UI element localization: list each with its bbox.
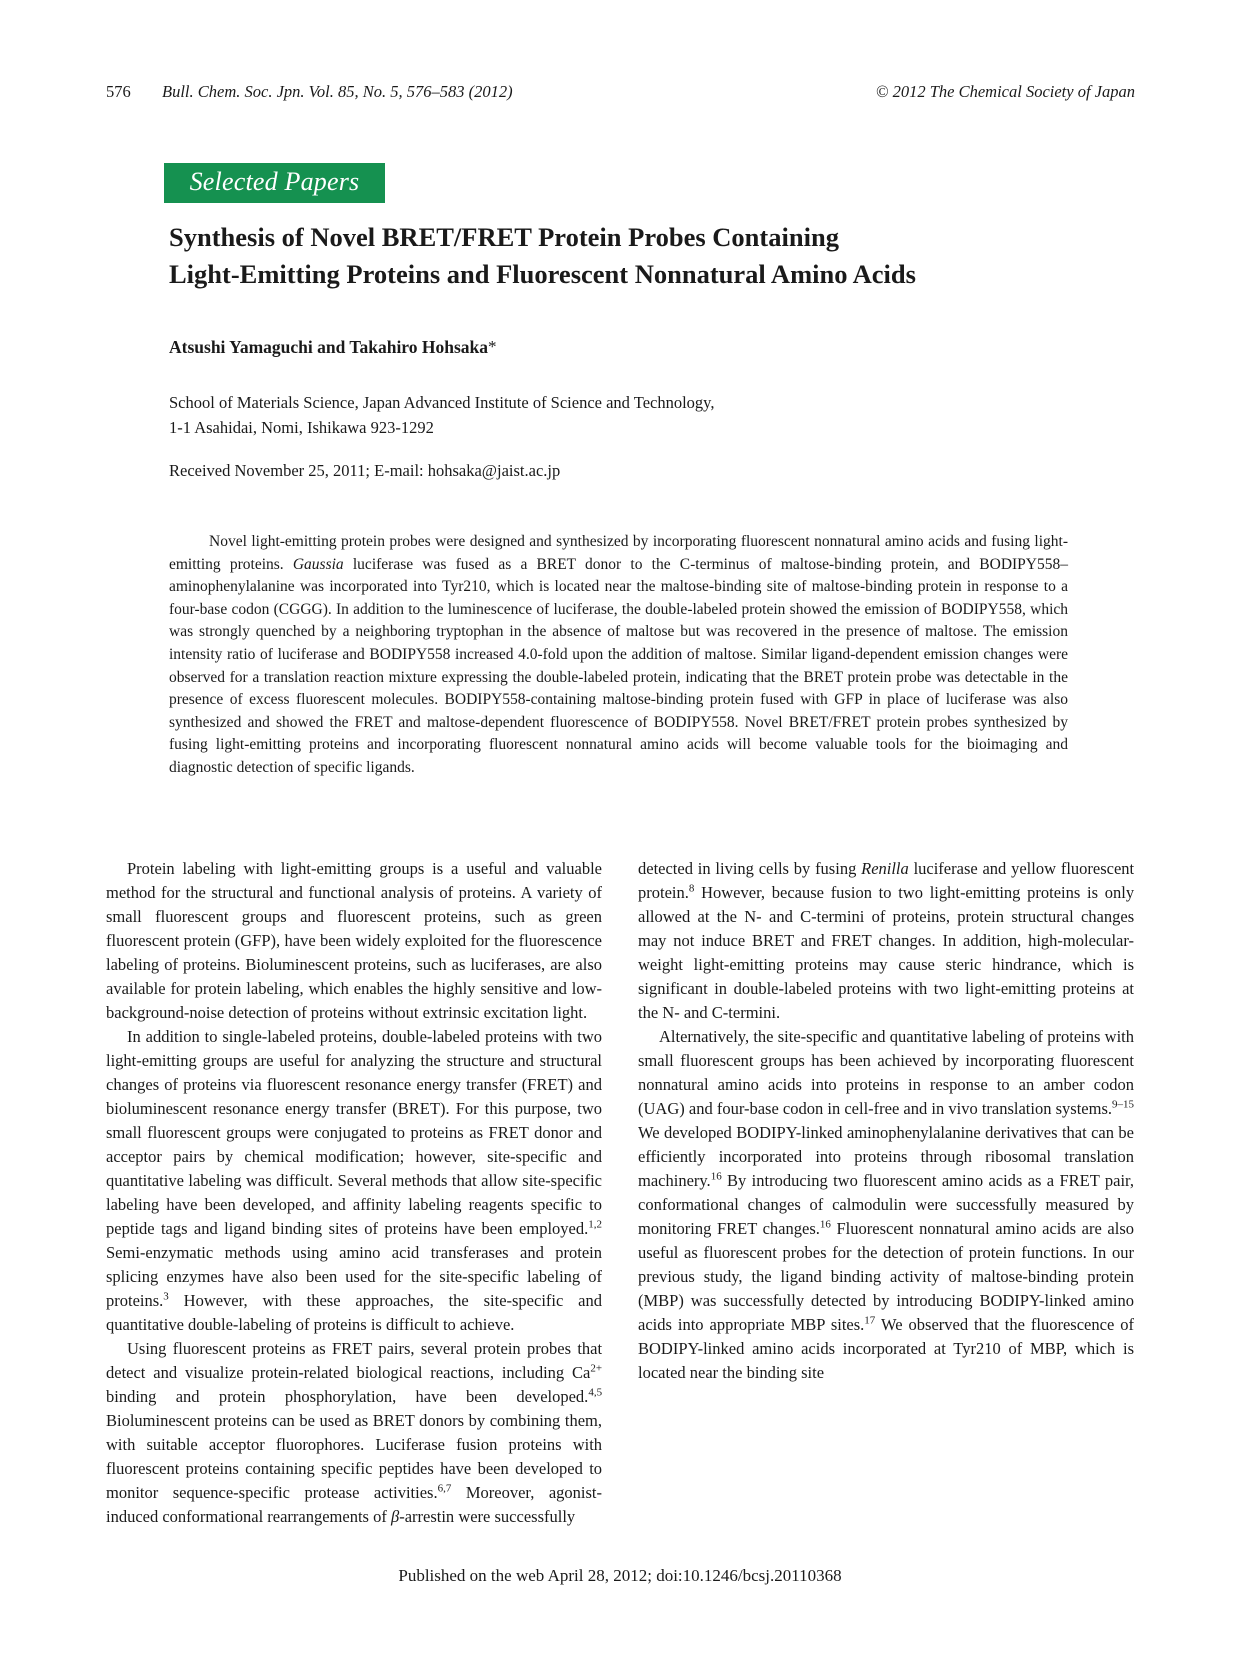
received-and-email: Received November 25, 2011; E-mail: hohsaka@jaist.ac.jp	[169, 461, 561, 480]
p3-word: by	[468, 1411, 486, 1430]
p3-word: combining	[489, 1411, 561, 1430]
title-line-2: Light-Emitting Proteins and Fluorescent Nonnatural Amino Acids	[169, 259, 916, 289]
p3-word: N-	[662, 1003, 680, 1022]
p3-word: reactions,	[430, 1363, 494, 1382]
p3-word: two	[933, 979, 959, 998]
renilla-italic: Renilla	[861, 859, 909, 878]
p3-word: double-labeled	[733, 979, 832, 998]
p3-word: be	[299, 1411, 315, 1430]
p3-word: light-emitting	[929, 883, 1021, 902]
p3-word: donors	[419, 1411, 465, 1430]
paper-title	[169, 219, 1129, 293]
p3-word: with	[572, 1435, 603, 1454]
p3-word: which	[1071, 955, 1113, 974]
p3-word: FRET	[331, 1339, 373, 1358]
p3-word: luciferase	[913, 859, 978, 878]
p3-word	[451, 1483, 465, 1502]
p3-word	[762, 907, 769, 926]
citation-17: 17	[864, 1314, 876, 1327]
p3-word: cause	[898, 955, 935, 974]
p3-word	[562, 1435, 573, 1454]
body-paragraph-3	[106, 1337, 602, 1529]
p3-word: changes.	[878, 931, 936, 950]
p3-word: fusion	[456, 1435, 498, 1454]
p3-word: light-emitting	[693, 955, 785, 974]
journal-citation: Bull. Chem. Soc. Jpn. Vol. 85, No. 5, 576–583 (2012)	[162, 82, 513, 101]
p3-word: However,	[701, 883, 766, 902]
p3-word: used	[319, 1411, 350, 1430]
p3-word: visualize	[184, 1363, 244, 1382]
p3-word: protein-related	[251, 1363, 349, 1382]
p3-word: is	[1123, 955, 1135, 974]
p3-word	[1112, 955, 1123, 974]
p3-word: suitable	[146, 1435, 198, 1454]
affiliation	[169, 390, 1069, 440]
ca-charge: 2+	[590, 1362, 603, 1375]
p3-word: have	[415, 1387, 447, 1406]
citation-3: 3	[163, 1290, 169, 1303]
p3-word: protein.	[638, 883, 689, 902]
p3-word	[266, 1387, 285, 1406]
authors-names: Atsushi Yamaguchi and Takahiro Hohsaka	[169, 337, 489, 357]
p3-word	[1074, 907, 1081, 926]
section-label-banner	[164, 163, 385, 203]
p3-word: detected	[638, 859, 693, 878]
beta-symbol: β	[390, 1507, 400, 1526]
p3-word: protein	[218, 1387, 266, 1406]
abstract-part-2: luciferase was fused as a BRET donor to the C-terminus of maltose-binding protein, and BODIPY558–aminophenylalanine was incorporated into Tyr210, which is located near the maltose-binding site of maltose-binding protein in response to a four-base codon (CGGG). In addition to the luminescence of luciferase, the double-labeled protein showed the emission of BODIPY558, which was strongly quenched by a neighboring tryptophan in the absence of maltose but was recovered in the presence of maltose. The emission intensity ratio of luciferase and BODIPY558 increased 4.0-fold upon the addition of maltose. Similar ligand-dependent emission changes were observed for a translation reaction mixture expressing the double-labeled protein, indicating that the BRET protein probe was detectable in the presence of excess fluorescent molecules. BODIPY558-containing maltose-binding protein fused with GFP in place of luciferase was also synthesized and showed the FRET and maltose-dependent fluorescence of BODIPY558. Novel BRET/FRET protein probes synthesized by fusing light-emitting proteins and incorporating fluorescent nonnatural amino acids will become valuable tools for the bioimaging and diagnostic detection of specific ligands.	[169, 555, 1068, 776]
running-header	[106, 82, 1135, 108]
p3-word: induce	[701, 931, 746, 950]
citation-1-2: 1,2	[588, 1218, 602, 1231]
citation-9-15: 9–15	[1112, 1098, 1134, 1111]
p3-word: protein	[473, 1339, 521, 1358]
p3-word: in	[714, 979, 728, 998]
p3-word: containing	[245, 1459, 315, 1478]
p3-word: yellow	[1011, 859, 1057, 878]
p3-word: proteins	[214, 1411, 268, 1430]
p3-word: by	[793, 859, 811, 878]
p3-word: at	[1122, 979, 1135, 998]
p3-word: rearrangements	[267, 1507, 369, 1526]
p3-word: detect	[106, 1363, 146, 1382]
p3-word	[158, 1483, 172, 1502]
p3-word: that	[577, 1339, 603, 1358]
body-column-left	[106, 857, 602, 1529]
p3-word	[364, 1435, 375, 1454]
p3-word: peptides	[378, 1459, 434, 1478]
p3-word: binding	[106, 1387, 157, 1406]
p3-word: C-termini	[800, 907, 865, 926]
p3-word: probes	[527, 1339, 572, 1358]
section-label: Selected Papers	[189, 167, 360, 196]
p3-word	[177, 1363, 185, 1382]
p3-word: and	[982, 859, 1007, 878]
corresponding-author-mark: *	[488, 337, 497, 356]
citation-16b: 16	[819, 1218, 831, 1231]
p3-word	[447, 1387, 466, 1406]
p3-word: been	[465, 1387, 498, 1406]
p3-word: proteins	[252, 1339, 306, 1358]
p3-word	[824, 883, 831, 902]
p3-word: fluorophores.	[275, 1435, 365, 1454]
p3-word: fusing	[815, 859, 857, 878]
p4-text-a: Alternatively, the site-specific and quantitative labeling of proteins with small fluorescent groups has been achieved by incorporating fluorescent nonnatural amino acids into proteins in response to an amber codon (UAG) and four-base codon in cell-free and in vivo translation systems.	[638, 1027, 1134, 1118]
p3-word: biological	[356, 1363, 423, 1382]
p4-text-e: We observed that the fluorescence of BODIPY-linked amino acids incorporated at Tyr210 of MBP, which is located near the binding site	[638, 1315, 1134, 1382]
p3-word	[864, 907, 871, 926]
p3-word	[290, 1483, 304, 1502]
p3-word	[848, 955, 859, 974]
p3-word	[1061, 955, 1072, 974]
abstract-part-1: Novel light-emitting protein probes were designed and synthesized by incorporating fluorescent nonnatural amino acids and fusing light-emitting proteins.	[169, 533, 1068, 573]
p3-word: activities.	[373, 1483, 438, 1502]
p3-word: light-emitting	[965, 979, 1056, 998]
p3-word	[956, 931, 963, 950]
p3-word: living	[715, 859, 754, 878]
p3-word: proteins	[795, 955, 849, 974]
p4-text-d: Fluorescent nonnatural amino acids are also useful as fluorescent probes for the detection of protein functions. In our previous study, the ligand binding activity of maltose-binding protein (MBP) was successfully detected by introducing BODIPY-linked amino acids into appropriate MBP sites.	[638, 1219, 1135, 1334]
p3-word	[709, 907, 716, 926]
p3-word: conformational	[162, 1507, 264, 1526]
p3-word: proteins	[838, 979, 892, 998]
p3-word: addition,	[963, 931, 1022, 950]
p3-word: to	[878, 883, 892, 902]
p3-word: Using	[127, 1339, 167, 1358]
p3-word: Bioluminescent	[106, 1411, 210, 1430]
p3-word	[1098, 883, 1105, 902]
copyright-notice: © 2012 The Chemical Society of Japan	[875, 82, 1135, 101]
p3-word: Moreover,	[465, 1483, 535, 1502]
body-column-right	[638, 857, 1134, 1385]
p3-word	[887, 955, 898, 974]
p3-word	[534, 1483, 548, 1502]
citation-8: 8	[688, 882, 695, 895]
p2-text-c: However, with these approaches, the site-specific and quantitative double-labeling of proteins is difficult to achieve.	[106, 1291, 602, 1334]
p3-word	[198, 1435, 209, 1454]
p3-word: in	[697, 859, 711, 878]
p3-word	[445, 1435, 456, 1454]
p3-word	[200, 1387, 219, 1406]
citation-16a: 16	[710, 1170, 722, 1183]
p3-word: allowed	[638, 907, 691, 926]
p3-word: fluorescent	[172, 1339, 247, 1358]
p3-word	[135, 1435, 146, 1454]
p2-text-b: Semi-enzymatic methods using amino acid transferases and protein splicing enzymes have also been used for the site-specific labeling of proteins.	[106, 1243, 602, 1310]
p3-word	[765, 883, 772, 902]
p3-word: fusion	[830, 883, 872, 902]
p3-word: to	[589, 1459, 603, 1478]
p3-word	[935, 955, 946, 974]
p3-word	[396, 1387, 415, 1406]
p3-word: proteins	[1027, 883, 1081, 902]
p3-word: high-molecular-weight	[638, 931, 1135, 974]
p3-word: protein	[957, 907, 1005, 926]
p3-word: them,	[564, 1411, 603, 1430]
publication-footer: Published on the web April 28, 2012; doi:10.1246/bcsj.20110368	[398, 1566, 842, 1585]
p3-word: successfully	[494, 1507, 576, 1526]
p3-word: fluorescent	[106, 1459, 180, 1478]
p3-word: with	[106, 1435, 136, 1454]
p3-word: of	[373, 1507, 387, 1526]
p3-word: C-termini.	[711, 1003, 781, 1022]
p3-word: been	[477, 1459, 509, 1478]
p3-word: at	[697, 907, 710, 926]
p3-word: several	[420, 1339, 468, 1358]
body-paragraph-3-continued	[638, 857, 1134, 1025]
p3-word	[683, 955, 694, 974]
p3-word: not	[673, 931, 695, 950]
p3-word	[872, 883, 879, 902]
p3-word: may	[859, 955, 888, 974]
p3-word: fluorescent	[1060, 859, 1135, 878]
p3-word: and	[800, 931, 825, 950]
body-paragraph-1: Protein labeling with light-emitting groups is a useful and valuable method for the structural and functional analysis of proteins. A variety of small fluorescent groups and fluorescent proteins, such as green fluorescent protein (GFP), have been widely exploited for the fluorescence labeling of proteins. Bioluminescent proteins, such as luciferases, are also available for protein labeling, which enables the highly sensitive and low-background-noise detection of proteins without extrinsic excitation light.	[106, 859, 602, 1022]
p3-word: developed.	[516, 1387, 589, 1406]
abstract-gaussia: Gaussia	[292, 555, 344, 573]
p3-word: agonist-induced	[106, 1483, 602, 1526]
p3-word: proteins	[1062, 979, 1116, 998]
p3-word: structural	[1011, 907, 1074, 926]
abstract	[169, 531, 1068, 780]
page-number: 576	[106, 82, 131, 101]
citation-6-7: 6,7	[437, 1482, 452, 1495]
p3-word: can	[271, 1411, 295, 1430]
p3-word	[794, 931, 801, 950]
body-paragraph-2	[106, 1025, 602, 1337]
p3-word	[745, 931, 752, 950]
p3-word: because	[771, 883, 824, 902]
p3-word: proteins	[508, 1435, 562, 1454]
p3-word: phosphorylation,	[284, 1387, 397, 1406]
body-paragraph-4	[638, 1025, 1134, 1385]
p3-word: and	[769, 907, 793, 926]
affiliation-line-1: School of Materials Science, Japan Advanced Institute of Science and Technology,	[169, 393, 715, 412]
p3-word: cells	[758, 859, 789, 878]
p3-word: as	[354, 1411, 369, 1430]
p3-word: significant	[638, 979, 708, 998]
p3-word: BRET	[372, 1411, 415, 1430]
p3-word: and	[683, 1003, 708, 1022]
citation-4-5: 4,5	[588, 1386, 603, 1399]
p4-text-b: We developed BODIPY-linked aminophenylalanine derivatives that can be efficiently incorporated into proteins through ribosomal translation machinery.	[638, 1123, 1134, 1190]
p3-word: have	[440, 1459, 472, 1478]
p3-word	[494, 1363, 502, 1382]
p3-word: two	[898, 883, 923, 902]
p3-word: Luciferase	[375, 1435, 445, 1454]
p4-text-c: By introducing two fluorescent amino acids as a FRET pair, conformational changes of calmodulin were successfully measured by monitoring FRET changes.	[638, 1171, 1134, 1238]
p3-word: In	[942, 931, 957, 950]
p3-word: N-	[744, 907, 762, 926]
p3-word	[923, 883, 930, 902]
author-list	[169, 337, 497, 358]
p3-word: specific	[321, 1459, 373, 1478]
p3-word: pairs,	[378, 1339, 415, 1358]
p3-word: the	[638, 1003, 659, 1022]
p3-word	[497, 1435, 508, 1454]
p3-word: may	[638, 931, 667, 950]
p3-word	[497, 1387, 516, 1406]
p3-word: with	[897, 979, 928, 998]
p3-word: monitor	[106, 1483, 159, 1502]
p3-word: sequence-specific	[172, 1483, 290, 1502]
p3-word: BRET	[752, 931, 794, 950]
p3-word: and	[153, 1363, 178, 1382]
p3-word: developed	[515, 1459, 583, 1478]
p3-word	[981, 955, 992, 974]
p3-word	[885, 907, 892, 926]
p3-word: protease	[304, 1483, 360, 1502]
p3-word	[156, 1387, 175, 1406]
p3-word	[564, 1363, 572, 1382]
p3-word: steric	[945, 955, 982, 974]
p3-word: the	[716, 907, 737, 926]
p3-word: acceptor	[208, 1435, 265, 1454]
p3-word: of	[871, 907, 886, 926]
p3-word	[784, 955, 795, 974]
p3-word: Ca	[572, 1363, 591, 1382]
p3-word: proteins,	[892, 907, 950, 926]
p3-word: FRET	[831, 931, 872, 950]
p3-word	[690, 907, 697, 926]
p3-word	[265, 1435, 276, 1454]
p3-word: is	[1087, 883, 1099, 902]
p3-word: -arrestin	[399, 1507, 455, 1526]
p3-word: and	[175, 1387, 200, 1406]
p3-word: changes	[1080, 907, 1135, 926]
p3-word: only	[1104, 883, 1135, 902]
affiliation-line-2: 1-1 Asahidai, Nomi, Ishikawa 923-1292	[169, 418, 434, 437]
p2-text-a: In addition to single-labeled proteins, double-labeled proteins with two light-emitting groups are useful for analyzing the structure and structural changes of proteins via fluorescent resonance energy transfer (FRET) and bioluminescent resonance energy transfer (BRET). For this purpose, two small fluorescent groups were conjugated to proteins as FRET donor and acceptor pairs by chemical modification; however, site-specific and quantitative labeling was difficult. Several methods that allow site-specific labeling have been developed, and affinity labeling reagents specific to peptide tags and ligand binding sites of proteins have been employed.	[106, 1027, 602, 1238]
title-line-1: Synthesis of Novel BRET/FRET Protein Probes Containing	[169, 222, 839, 252]
p3-word: hindrance,	[992, 955, 1062, 974]
p3-word: were	[458, 1507, 491, 1526]
p3-word: proteins	[185, 1459, 239, 1478]
p3-word	[359, 1483, 373, 1502]
p3-word: as	[311, 1339, 326, 1358]
p3-word: including	[501, 1363, 565, 1382]
